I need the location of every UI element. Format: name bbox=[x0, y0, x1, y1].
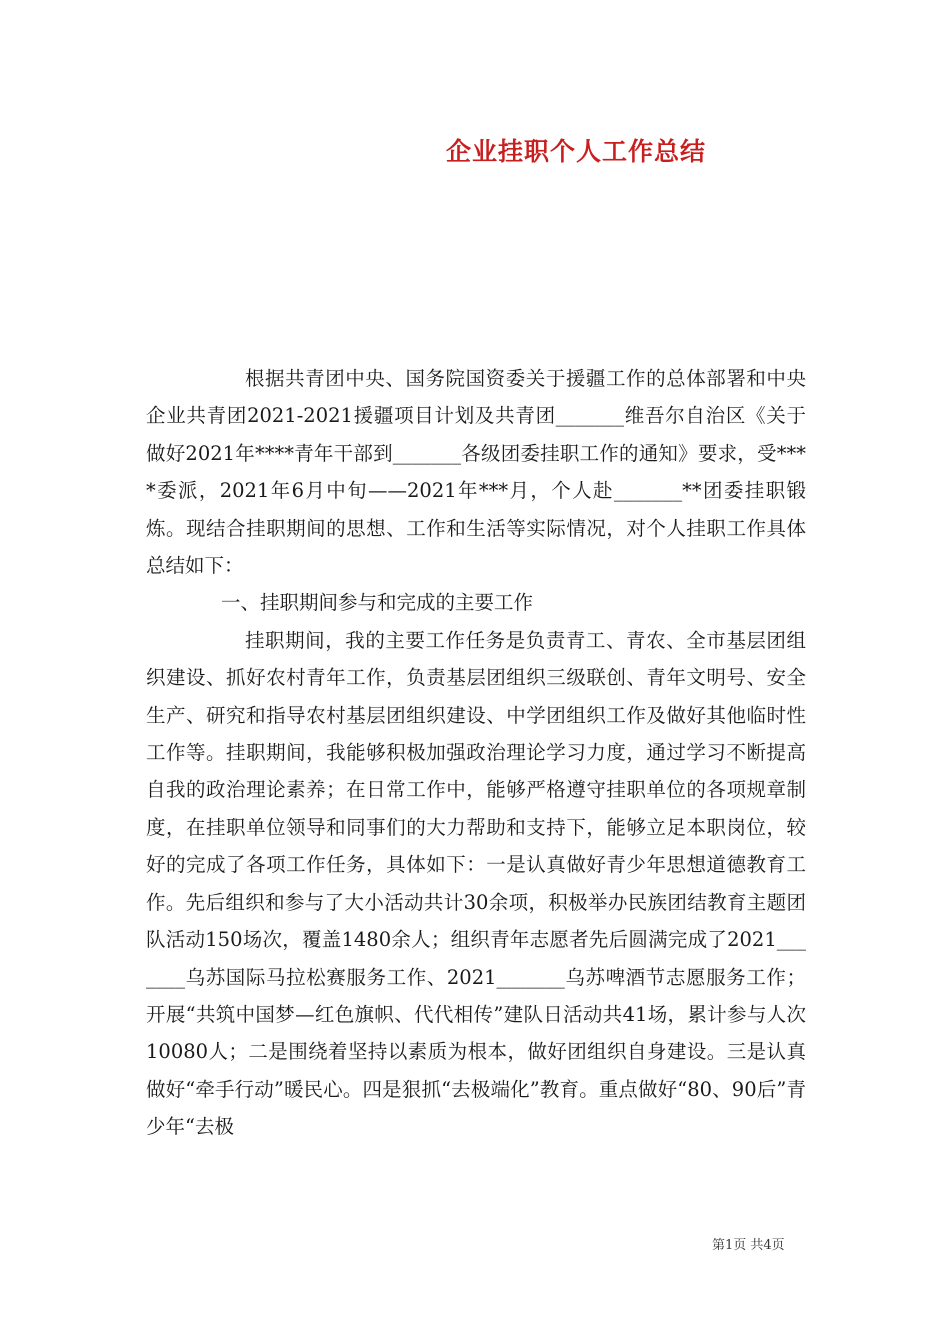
section-heading: 一、挂职期间参与和完成的主要工作 bbox=[221, 591, 534, 615]
page-number: 第1页 共4页 bbox=[712, 1238, 785, 1253]
paragraph-intro: 根据共青团中央、国务院国资委关于援疆工作的总体部署和中央企业共青团2021-2021援疆项目计划及共青团_______维吾尔自治区《关于做好2021年****青年干部到_______各级团委挂职工作的通知》要求，受****委派，2021年6月中旬——2021年***月，个人赴_______**团委挂职锻炼。现结合挂职期间的思想、工作和生活等实际情况，对个人挂职工作具体总结如下： bbox=[146, 367, 806, 578]
document-body bbox=[146, 360, 806, 1146]
document-title: 企业挂职个人工作总结 bbox=[445, 137, 706, 166]
paragraph-main-work: 挂职期间，我的主要工作任务是负责青工、青农、全市基层团组织建设、抓好农村青年工作，负责基层团组织三级联创、青年文明号、安全生产、研究和指导农村基层团组织建设、中学团组织工作及做好其他临时性工作等。挂职期间，我能够积极加强政治理论学习力度，通过学习不断提高自我的政治理论素养；在日常工作中，能够严格遵守挂职单位的各项规章制度，在挂职单位领导和同事们的大力帮助和支持下，能够立足本职岗位，较好的完成了各项工作任务，具体如下：一是认真做好青少年思想道德教育工作。先后组织和参与了大小活动共计30余项，积极举办民族团结教育主题团队活动150场次，覆盖1480余人；组织青年志愿者先后圆满完成了2021_______乌苏国际马拉松赛服务工作、2021_______乌苏啤酒节志愿服务工作；开展“共筑中国梦—红色旗帜、代代相传”建队日活动共41场，累计参与人次10080人；二是围绕着坚持以素质为根本，做好团组织自身建设。三是认真做好“牵手行动”暖民心。四是狠抓“去极端化”教育。重点做好“80、90后”青少年“去极 bbox=[146, 628, 806, 1139]
